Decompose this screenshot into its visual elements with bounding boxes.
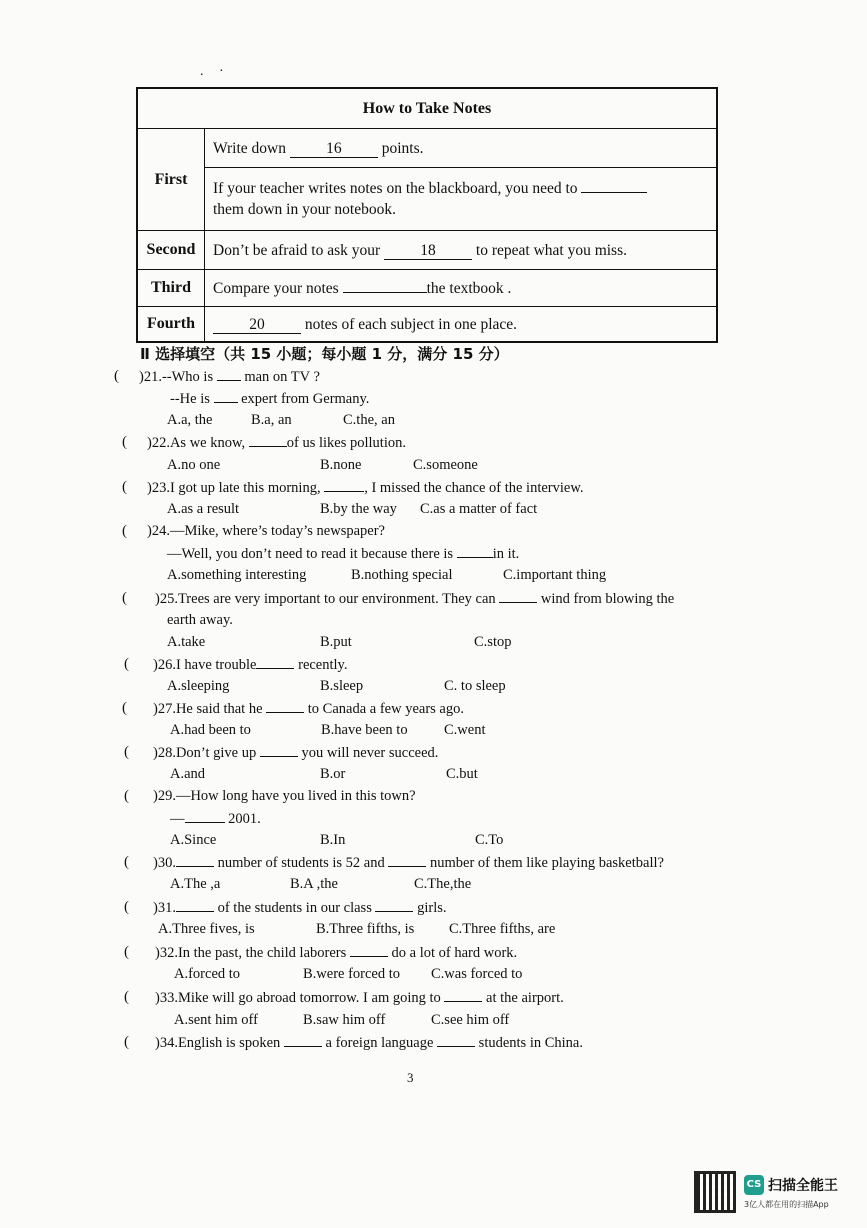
question-text: --He is — [170, 391, 210, 407]
option-a: A.sleeping — [167, 678, 230, 694]
option-b: B.none — [320, 457, 362, 473]
step-label-second: Second — [137, 231, 205, 270]
answer-blank — [176, 854, 214, 867]
question-text: at the airport. — [486, 990, 564, 1006]
option-b: B.In — [320, 832, 346, 848]
table-row — [137, 270, 717, 307]
table-title: How to Take Notes — [137, 88, 717, 129]
question-29: )29.—How long have you lived in this town? — [153, 788, 416, 804]
option-a: A.The ,a — [170, 876, 221, 892]
answer-blank — [284, 1034, 322, 1047]
cell-text: notes of each subject in one place. — [304, 315, 518, 333]
option-a: A.a, the — [167, 412, 213, 428]
answer-paren: ( — [122, 590, 127, 606]
scanner-watermark — [694, 1171, 854, 1217]
qr-code-icon — [694, 1171, 736, 1213]
answer-blank — [499, 590, 537, 603]
option-b: B.have been to — [321, 722, 408, 738]
answer-paren: ( — [124, 656, 129, 672]
question-29-line2 — [170, 810, 261, 828]
option-b: B.sleep — [320, 678, 364, 694]
option-c: C.see him off — [431, 1012, 510, 1028]
cell-text: points. — [381, 139, 424, 157]
section-heading: Ⅱ 选择填空（共 15 小题；每小题 1 分，满分 15 分） — [140, 345, 509, 363]
answer-blank — [256, 656, 294, 669]
question-text: of us likes pollution. — [286, 435, 406, 451]
option-b: B.a, an — [251, 412, 292, 428]
question-text: )32.In the past, the child laborers — [155, 945, 347, 961]
step-label-fourth: Fourth — [137, 307, 205, 343]
option-a: A.Since — [170, 832, 217, 848]
table-row — [137, 168, 717, 231]
option-b: B.saw him off — [303, 1012, 386, 1028]
question-25-line2: earth away. — [167, 612, 233, 628]
answer-blank — [457, 545, 493, 558]
option-c: C. to sleep — [444, 678, 506, 694]
answer-paren: ( — [114, 368, 119, 384]
table-cell — [205, 231, 718, 270]
option-b: B.put — [320, 634, 352, 650]
question-text: students in China. — [478, 1035, 583, 1051]
option-a: A.something interesting — [167, 567, 307, 583]
answer-blank — [266, 700, 304, 713]
step-label-third: Third — [137, 270, 205, 307]
option-b: B.Three fifths, is — [316, 921, 415, 937]
blank-20: 20 — [213, 317, 301, 334]
question-text: )23.I got up late this morning, — [147, 480, 321, 496]
answer-paren: ( — [124, 1034, 129, 1050]
option-a: A.no one — [167, 457, 221, 473]
page-number: 3 — [407, 1070, 414, 1085]
option-b: B.by the way — [320, 501, 397, 517]
question-text: )27.He said that he — [153, 701, 263, 717]
answer-blank — [437, 1034, 475, 1047]
question-text: expert from Germany. — [241, 391, 370, 407]
answer-paren: ( — [124, 899, 129, 915]
answer-paren: ( — [124, 989, 129, 1005]
answer-blank — [249, 434, 287, 447]
answer-paren: ( — [124, 854, 129, 870]
question-text: do a lot of hard work. — [391, 945, 518, 961]
question-31 — [153, 899, 447, 917]
option-c: C.was forced to — [431, 966, 523, 982]
question-text: )34.English is spoken — [155, 1035, 281, 1051]
table-row — [137, 129, 717, 168]
step-label-first: First — [137, 129, 205, 231]
cell-text: If your teacher writes notes on the blackboard, you need to — [213, 180, 578, 197]
table-row — [137, 231, 717, 270]
option-b: B.A ,the — [290, 876, 338, 892]
table-cell — [205, 168, 718, 231]
option-c: C.but — [446, 766, 478, 782]
question-24: )24.—Mike, where’s today’s newspaper? — [147, 523, 385, 539]
question-33 — [155, 989, 564, 1007]
option-c: C.Three fifths, are — [449, 921, 556, 937]
question-text: girls. — [417, 900, 447, 916]
option-a: A.Three fives, is — [158, 921, 255, 937]
option-c: C.The,the — [414, 876, 472, 892]
table-cell — [205, 270, 718, 307]
answer-paren: ( — [124, 788, 129, 804]
question-24-line2 — [167, 545, 519, 563]
blank-17 — [581, 192, 647, 193]
answer-paren: ( — [124, 744, 129, 760]
answer-blank — [176, 899, 214, 912]
table-title-row — [137, 88, 717, 129]
question-text: a foreign language — [325, 1035, 434, 1051]
question-text: )22.As we know, — [147, 435, 246, 451]
answer-paren: ( — [122, 700, 127, 716]
answer-blank — [444, 989, 482, 1002]
option-c: C.as a matter of fact — [420, 501, 538, 517]
question-text: number of them like playing basketball? — [429, 855, 664, 871]
question-22 — [147, 434, 406, 452]
answer-blank — [375, 899, 413, 912]
option-c: C.went — [444, 722, 486, 738]
question-30 — [153, 854, 664, 872]
cell-text: Write down — [213, 139, 286, 157]
blank-19 — [343, 292, 427, 293]
question-text: , I missed the chance of the interview. — [364, 480, 584, 496]
question-text: recently. — [298, 657, 348, 673]
option-a: A.take — [167, 634, 206, 650]
answer-blank — [388, 854, 426, 867]
answer-paren: ( — [124, 944, 129, 960]
answer-blank — [350, 944, 388, 957]
answer-blank — [324, 479, 364, 492]
option-c: C.stop — [474, 634, 512, 650]
cell-text: to repeat what you miss. — [475, 241, 628, 259]
brand-tagline: 3亿人都在用的扫描App — [744, 1200, 829, 1209]
question-34 — [155, 1034, 583, 1052]
question-text: )21.--Who is — [139, 369, 214, 385]
option-b: B.nothing special — [351, 567, 453, 583]
table-row — [137, 307, 717, 343]
question-21 — [139, 368, 320, 386]
option-b: B.were forced to — [303, 966, 401, 982]
option-a: A.and — [170, 766, 206, 782]
option-a: A.forced to — [174, 966, 241, 982]
question-text: )25.Trees are very important to our environment. They can — [155, 591, 496, 607]
brand-name: 扫描全能王 — [768, 1178, 838, 1194]
question-text: to Canada a few years ago. — [307, 701, 464, 717]
option-c: C.important thing — [503, 567, 607, 583]
question-text: 2001. — [228, 811, 261, 827]
cell-text: the textbook . — [426, 279, 512, 297]
question-27 — [153, 700, 464, 718]
question-32 — [155, 944, 517, 962]
cell-text: Don’t be afraid to ask your — [213, 241, 381, 259]
question-text: —Well, you don’t need to read it because there is — [167, 546, 454, 562]
answer-paren: ( — [122, 479, 127, 495]
question-text: you will never succeed. — [301, 745, 439, 761]
answer-paren: ( — [122, 523, 127, 539]
cell-text: Compare your notes — [213, 279, 339, 297]
option-c: C.the, an — [343, 412, 395, 428]
question-text: of the students in our class — [217, 900, 372, 916]
table-cell — [205, 129, 718, 168]
question-28 — [153, 744, 438, 762]
question-23 — [147, 479, 584, 497]
answer-blank — [260, 744, 298, 757]
blank-16: 16 — [290, 141, 378, 158]
question-21-line2 — [170, 390, 369, 408]
question-text: man on TV ? — [244, 369, 320, 385]
option-a: A.as a result — [167, 501, 240, 517]
camscanner-logo: CS — [744, 1175, 764, 1195]
question-text: )26.I have trouble — [153, 657, 257, 673]
answer-paren: ( — [122, 434, 127, 450]
answer-blank — [217, 368, 241, 381]
cell-text: them down in your notebook. — [213, 201, 396, 218]
answer-blank — [185, 810, 225, 823]
option-a: A.had been to — [170, 722, 251, 738]
option-c: C.To — [475, 832, 504, 848]
option-b: B.or — [320, 766, 346, 782]
question-text: )33.Mike will go abroad tomorrow. I am going to — [155, 990, 441, 1006]
option-c: C.someone — [413, 457, 478, 473]
table-cell — [205, 307, 718, 343]
question-text: wind from blowing the — [540, 591, 675, 607]
scan-marks: . · — [200, 64, 230, 79]
question-25 — [155, 590, 674, 608]
question-text: )30. — [153, 855, 176, 871]
answer-blank — [214, 390, 238, 403]
question-text: number of students is 52 and — [217, 855, 385, 871]
option-a: A.sent him off — [174, 1012, 258, 1028]
blank-18: 18 — [384, 243, 472, 260]
question-text: )31. — [153, 900, 176, 916]
question-text: )28.Don’t give up — [153, 745, 257, 761]
question-text: in it. — [492, 546, 520, 562]
question-26 — [153, 656, 348, 674]
notes-table — [136, 87, 718, 343]
question-text: — — [170, 811, 185, 827]
